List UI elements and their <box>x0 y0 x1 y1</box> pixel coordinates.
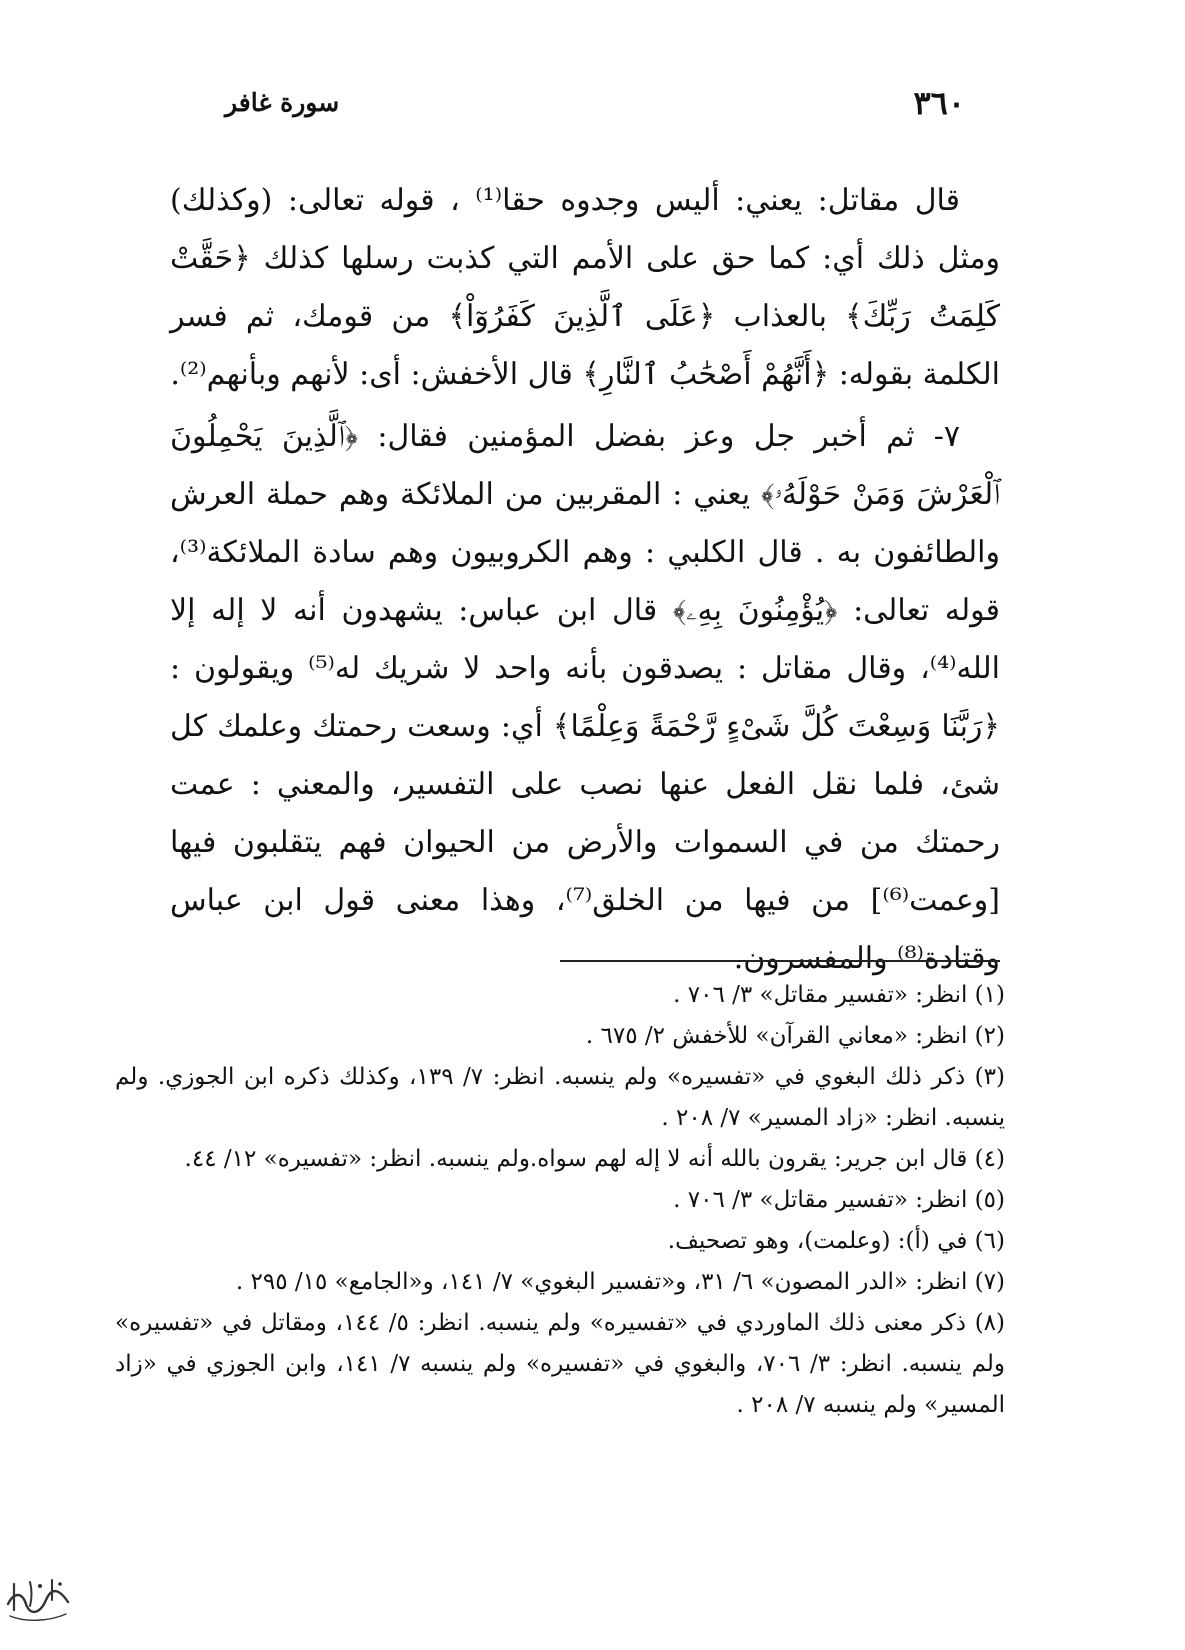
footnote-5: (٥) انظر: «تفسير مقاتل» ٣/ ٧٠٦ . <box>673 1187 1005 1213</box>
main-text <box>170 172 1000 988</box>
footnote-6: (٦) في (أ): (وعلمت)، وهو تصحيف. <box>667 1228 1005 1254</box>
surah-title: سورة غافر <box>225 88 340 117</box>
footnote-divider <box>560 960 1000 962</box>
footnote-2: (٢) انظر: «معاني القرآن» للأخفش ٢/ ٦٧٥ . <box>585 1023 1005 1049</box>
footnote-4: (٤) قال ابن جرير: يقرون بالله أنه لا إله لهم سواه.ولم ينسبه. انظر: «تفسيره» ١٢/ ٤٤. <box>184 1146 1005 1172</box>
footnote-8: (٨) ذكر معنى ذلك الماوردي في «تفسيره» ولم ينسبه. انظر: ٥/ ١٤٤، ومقاتل في «تفسيره» ولم ينسبه. انظر: ٣/ ٧٠٦، والبغوي في «تفسيره» ولم ينسبه ٧/ ١٤١، وابن الجوزي في «زاد المسير» ولم ينسبه ٧/ ٢٠٨ . <box>115 1310 1006 1418</box>
page-number: ٣٦٠ <box>913 84 965 122</box>
page-header <box>225 84 965 124</box>
footnote-1: (١) انظر: «تفسير مقاتل» ٣/ ٧٠٦ . <box>673 982 1005 1008</box>
paragraph: ٧- ثم أخبر جل وعز بفضل المؤمنين فقال: ﴿ٱلَّذِينَ يَحْمِلُونَ ٱلْعَرْشَ وَمَنْ حَوْلَهُۥ﴾ يعني : المقربين من الملائكة وهم حملة العرش والطائفون به . قال الكلبي : وهم الكروبيون وهم سادة الملائكة⁽³⁾، قوله تعالى: ﴿يُؤْمِنُونَ بِهِۦ﴾ قال ابن عباس: يشهدون أنه لا إله إلا الله⁽⁴⁾، وقال مقاتل : يصدقون بأنه واحد لا شريك له⁽⁵⁾ ويقولون : ﴿رَبَّنَا وَسِعْتَ كُلَّ شَىْءٍ رَّحْمَةً وَعِلْمًا﴾ أي: وسعت رحمتك وعلمك كل شئ، فلما نقل الفعل عنها نصب على التفسير، والمعني : عمت رحمتك من في السموات والأرض من الحيوان فهم يتقلبون فيها [وعمت⁽⁶⁾] من فيها من الخلق⁽⁷⁾، وهذا معنى قول ابن عباس وقتادة⁽⁸⁾ والمفسرون. <box>170 419 1001 976</box>
footnotes <box>115 975 1005 1426</box>
paragraph: قال مقاتل: يعني: أليس وجدوه حقا⁽¹⁾ ، قوله تعالى: (وكذلك) ومثل ذلك أي: كما حق على الأمم التي كذبت رسلها كذلك ﴿حَقَّتْ كَلِمَتُ رَبِّكَ﴾ بالعذاب ﴿عَلَى ٱلَّذِينَ كَفَرُوٓاْ﴾ من قومك، ثم فسر الكلمة بقوله: ﴿أَنَّهُمْ أَصْحَٰبُ ٱلنَّارِ﴾ قال الأخفش: أى: لأنهم وبأنهم⁽²⁾. <box>170 183 1000 392</box>
footnote-3: (٣) ذكر ذلك البغوي في «تفسيره» ولم ينسبه. انظر: ٧/ ١٣٩، وكذلك ذكره ابن الجوزي. ولم ينسبه. انظر: «زاد المسير» ٧/ ٢٠٨ . <box>115 1064 1005 1131</box>
library-stamp-logo <box>0 1570 75 1628</box>
footnote-7: (٧) انظر: «الدر المصون» ٦/ ٣١، و«تفسير البغوي» ٧/ ١٤١، و«الجامع» ١٥/ ٢٩٥ . <box>235 1269 1005 1295</box>
